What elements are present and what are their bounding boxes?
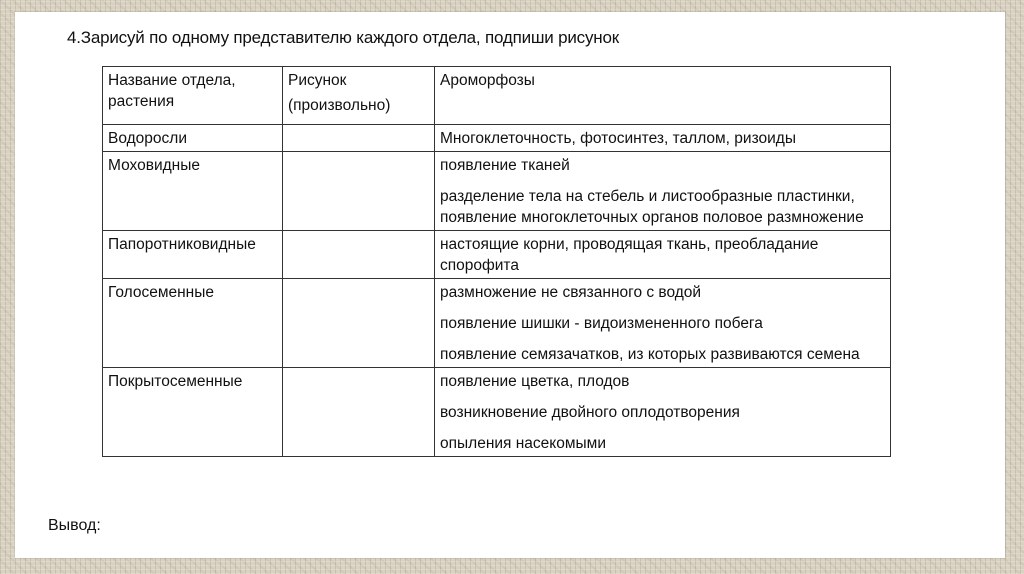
header-drawing [283,67,435,125]
division-cell: Водоросли [103,125,283,152]
header-drawing-note: (произвольно) [288,97,391,114]
header-aromorphoses [435,67,891,125]
drawing-cell[interactable] [283,152,435,231]
table-row [103,125,891,152]
aromorphosis-item: размножение не связанного с водой [440,284,702,301]
table-header-row [103,67,891,125]
aromorphosis-item: появление тканей [440,157,570,174]
aromorphosis-item: опыления насекомыми [440,435,606,452]
aromorphosis-item: настоящие корни, проводящая ткань, преобладание спорофита [440,236,819,274]
header-aromorphoses-label: Ароморфозы [440,72,535,89]
table-row [103,279,891,368]
table-row [103,231,891,279]
aromorphoses-table [102,66,891,457]
division-cell: Папоротниковидные [103,231,283,279]
slide-page [15,12,1005,558]
division-cell: Моховидные [103,152,283,231]
aromorphoses-cell [435,279,891,368]
table-row [103,152,891,231]
aromorphoses-cell [435,368,891,457]
division-cell: Голосеменные [103,279,283,368]
header-division-label: Название отдела, растения [108,72,236,110]
header-division [103,67,283,125]
conclusion-label: Вывод: [48,517,101,534]
drawing-cell[interactable] [283,279,435,368]
aromorphoses-cell [435,125,891,152]
aromorphosis-item: появление шишки - видоизмененного побега [440,315,763,332]
aromorphosis-item: появление цветка, плодов [440,373,630,390]
header-drawing-label: Рисунок [288,72,347,89]
aromorphosis-item: появление семязачатков, из которых развиваются семена [440,346,860,363]
drawing-cell[interactable] [283,231,435,279]
drawing-cell[interactable] [283,125,435,152]
aromorphosis-item: возникновение двойного оплодотворения [440,404,740,421]
task-title: 4.Зарисуй по одному представителю каждого отдела, подпиши рисунок [67,28,619,47]
aromorphosis-item: Многоклеточность, фотосинтез, таллом, ризоиды [440,130,796,147]
aromorphoses-cell [435,152,891,231]
aromorphosis-item: разделение тела на стебель и листообразные пластинки, появление многоклеточных органов половое размножение [440,188,864,226]
aromorphoses-cell [435,231,891,279]
table-row [103,368,891,457]
drawing-cell[interactable] [283,368,435,457]
division-cell: Покрытосеменные [103,368,283,457]
